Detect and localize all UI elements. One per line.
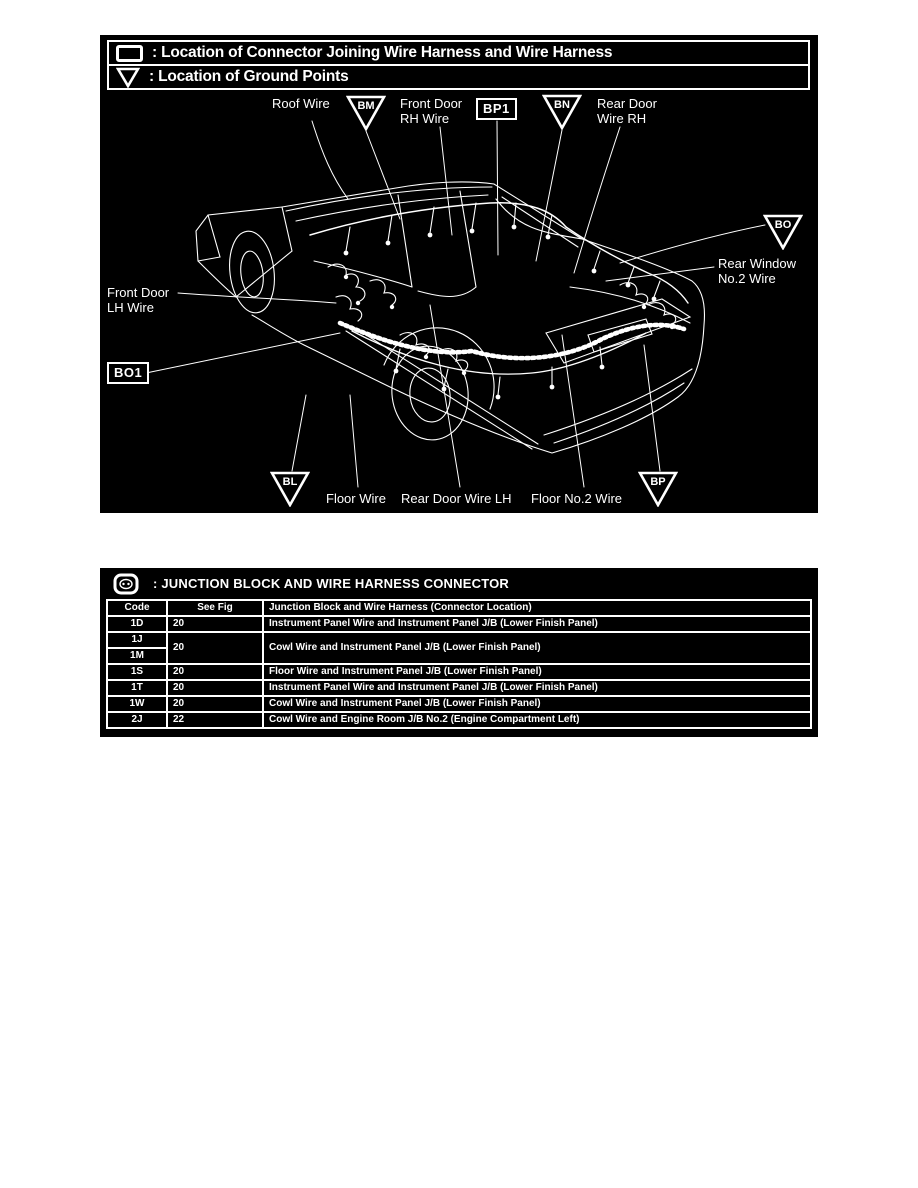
cell-fig: 20 [167, 696, 263, 712]
cell-code: 1M [107, 648, 167, 664]
cell-code: 2J [107, 712, 167, 728]
label-rear-door-wire-rh: Rear Door Wire RH [597, 96, 657, 126]
connector-marker-bo1: BO1 [107, 362, 149, 384]
col-header-code: Code [107, 600, 167, 616]
svg-text:BO: BO [774, 219, 792, 231]
cell-code: 1W [107, 696, 167, 712]
junction-table-title-row [100, 568, 818, 599]
ground-marker-bp [638, 471, 678, 507]
svg-text:BM: BM [357, 100, 375, 112]
cell-desc: Instrument Panel Wire and Instrument Panel J/B (Lower Finish Panel) [263, 616, 811, 632]
connector-marker-bp1: BP1 [476, 98, 517, 120]
cell-desc: Cowl Wire and Instrument Panel J/B (Lower Finish Panel) [263, 696, 811, 712]
table-row [107, 712, 811, 728]
legend [107, 40, 810, 90]
legend-connector-label: : Location of Connector Joining Wire Harness and Wire Harness [152, 44, 613, 61]
col-header-see-fig: See Fig [167, 600, 263, 616]
cell-fig: 20 [167, 616, 263, 632]
junction-table-title: : JUNCTION BLOCK AND WIRE HARNESS CONNECTOR [153, 576, 509, 591]
cell-code: 1J [107, 632, 167, 648]
cell-desc: Cowl Wire and Instrument Panel J/B (Lower Finish Panel) [263, 632, 811, 664]
junction-block-table-panel [100, 568, 818, 737]
legend-ground-label: : Location of Ground Points [149, 68, 349, 85]
cell-desc: Cowl Wire and Engine Room J/B No.2 (Engine Compartment Left) [263, 712, 811, 728]
label-roof-wire: Roof Wire [272, 96, 330, 111]
col-header-location: Junction Block and Wire Harness (Connector Location) [263, 600, 811, 616]
label-floor-no2-wire: Floor No.2 Wire [531, 491, 623, 506]
legend-row-connector [109, 42, 808, 64]
table-row [107, 696, 811, 712]
label-rear-window-no2-wire: Rear Window No.2 Wire [718, 256, 797, 286]
table-row [107, 664, 811, 680]
cell-code: 1S [107, 664, 167, 680]
table-row [107, 616, 811, 632]
cell-fig: 20 [167, 680, 263, 696]
cell-desc: Floor Wire and Instrument Panel J/B (Lower Finish Panel) [263, 664, 811, 680]
junction-block-table [106, 599, 812, 729]
cell-desc: Instrument Panel Wire and Instrument Panel J/B (Lower Finish Panel) [263, 680, 811, 696]
legend-row-ground [109, 64, 808, 88]
ground-triangle-icon [116, 67, 140, 88]
label-front-door-lh-wire: Front Door LH Wire [107, 285, 170, 315]
cell-fig: 22 [167, 712, 263, 728]
cell-code: 1D [107, 616, 167, 632]
label-front-door-rh-wire: Front Door RH Wire [400, 96, 463, 126]
ground-marker-bo [763, 214, 803, 250]
connector-box-icon [116, 45, 143, 62]
label-rear-door-wire-lh: Rear Door Wire LH [401, 491, 512, 506]
table-row [107, 632, 811, 648]
ground-marker-bm [346, 95, 386, 131]
svg-text:BN: BN [554, 99, 570, 111]
cell-code: 1T [107, 680, 167, 696]
cell-fig: 20 [167, 664, 263, 680]
cell-fig: 20 [167, 632, 263, 664]
harness-location-diagram-panel [100, 35, 818, 513]
table-header-row [107, 600, 811, 616]
svg-text:BL: BL [282, 476, 298, 488]
junction-block-connector-icon [113, 573, 139, 595]
label-floor-wire: Floor Wire [326, 491, 386, 506]
svg-text:BP: BP [650, 476, 666, 488]
table-row [107, 680, 811, 696]
ground-marker-bn [542, 94, 582, 130]
ground-marker-bl [270, 471, 310, 507]
